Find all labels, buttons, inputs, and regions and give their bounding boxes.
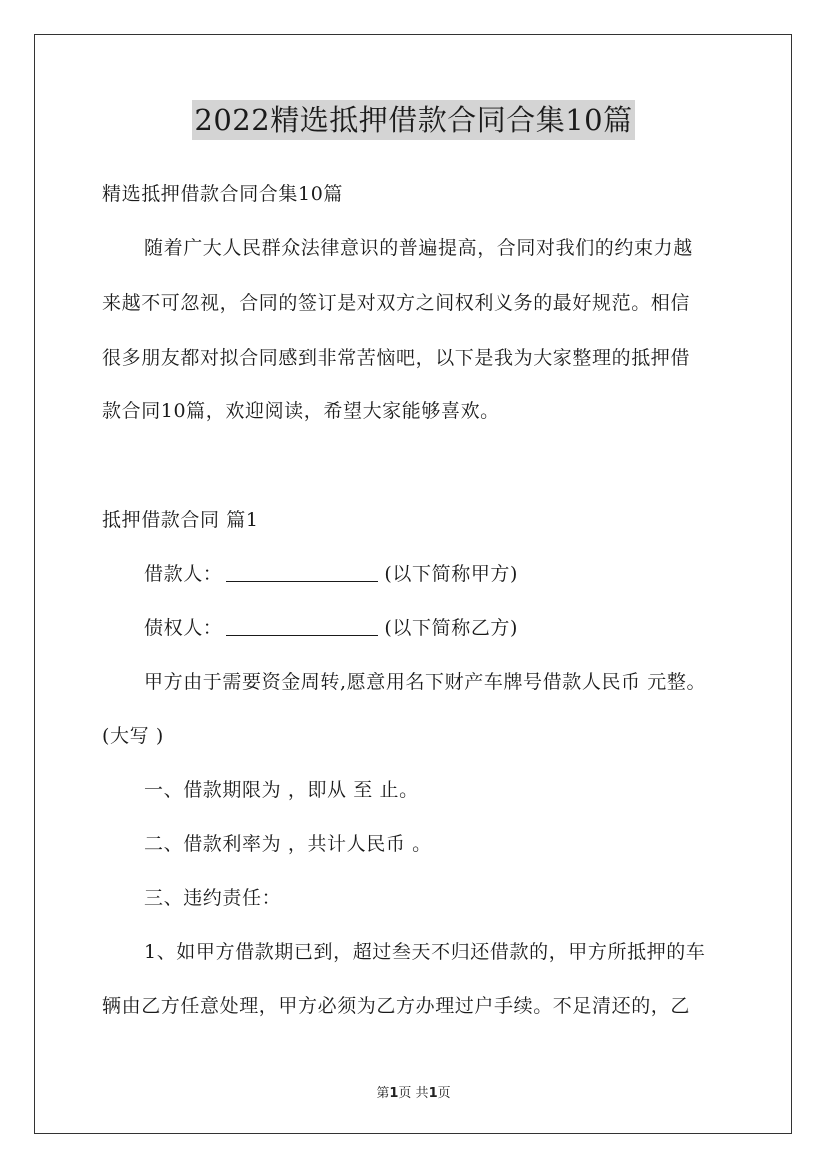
clause-2: 二、借款利率为 ，共计人民币 。 bbox=[144, 833, 432, 855]
clause-3-1-line-2: 辆由乙方任意处理，甲方必须为乙方办理过户手续。不足清还的，乙 bbox=[102, 995, 691, 1017]
title-container bbox=[0, 100, 827, 140]
clause-1: 一、借款期限为 ，即从 至 止。 bbox=[144, 779, 419, 801]
footer-page-number: 1 bbox=[389, 1086, 399, 1101]
document-subtitle: 精选抵押借款合同合集10篇 bbox=[102, 183, 343, 205]
clause-3-1-line-1: 1、如甲方借款期已到，超过叁天不归还借款的，甲方所抵押的车 bbox=[144, 941, 706, 963]
footer-page-total: 1 bbox=[428, 1086, 438, 1101]
borrower-label: 借款人： bbox=[144, 563, 223, 585]
clause-intro-line-2: (大写 ) bbox=[102, 725, 164, 747]
creditor-label: 债权人： bbox=[144, 617, 223, 639]
intro-line-3: 很多朋友都对拟合同感到非常苦恼吧，以下是我为大家整理的抵押借 bbox=[102, 347, 691, 369]
footer-page-prefix: 第 bbox=[376, 1086, 390, 1101]
intro-line-4: 款合同10篇，欢迎阅读，希望大家能够喜欢。 bbox=[102, 400, 500, 422]
borrower-suffix: (以下简称甲方) bbox=[384, 563, 519, 585]
clause-3: 三、违约责任： bbox=[144, 887, 282, 909]
intro-line-1: 随着广大人民群众法律意识的普遍提高，合同对我们的约束力越 bbox=[144, 237, 693, 259]
borrower-line bbox=[144, 562, 518, 586]
clause-intro-line-1: 甲方由于需要资金周转,愿意用名下财产车牌号借款人民币 元整。 bbox=[144, 671, 707, 693]
creditor-suffix: (以下简称乙方) bbox=[384, 617, 519, 639]
borrower-blank bbox=[226, 563, 378, 582]
footer-page-mid: 页 共 bbox=[398, 1086, 429, 1101]
footer-page-suffix: 页 bbox=[437, 1086, 451, 1101]
document-title: 2022精选抵押借款合同合集10篇 bbox=[192, 100, 634, 140]
creditor-blank bbox=[226, 617, 378, 636]
section-heading: 抵押借款合同 篇1 bbox=[102, 509, 259, 531]
page-footer bbox=[0, 1082, 827, 1101]
creditor-line bbox=[144, 616, 518, 640]
intro-line-2: 来越不可忽视，合同的签订是对双方之间权利义务的最好规范。相信 bbox=[102, 292, 691, 314]
